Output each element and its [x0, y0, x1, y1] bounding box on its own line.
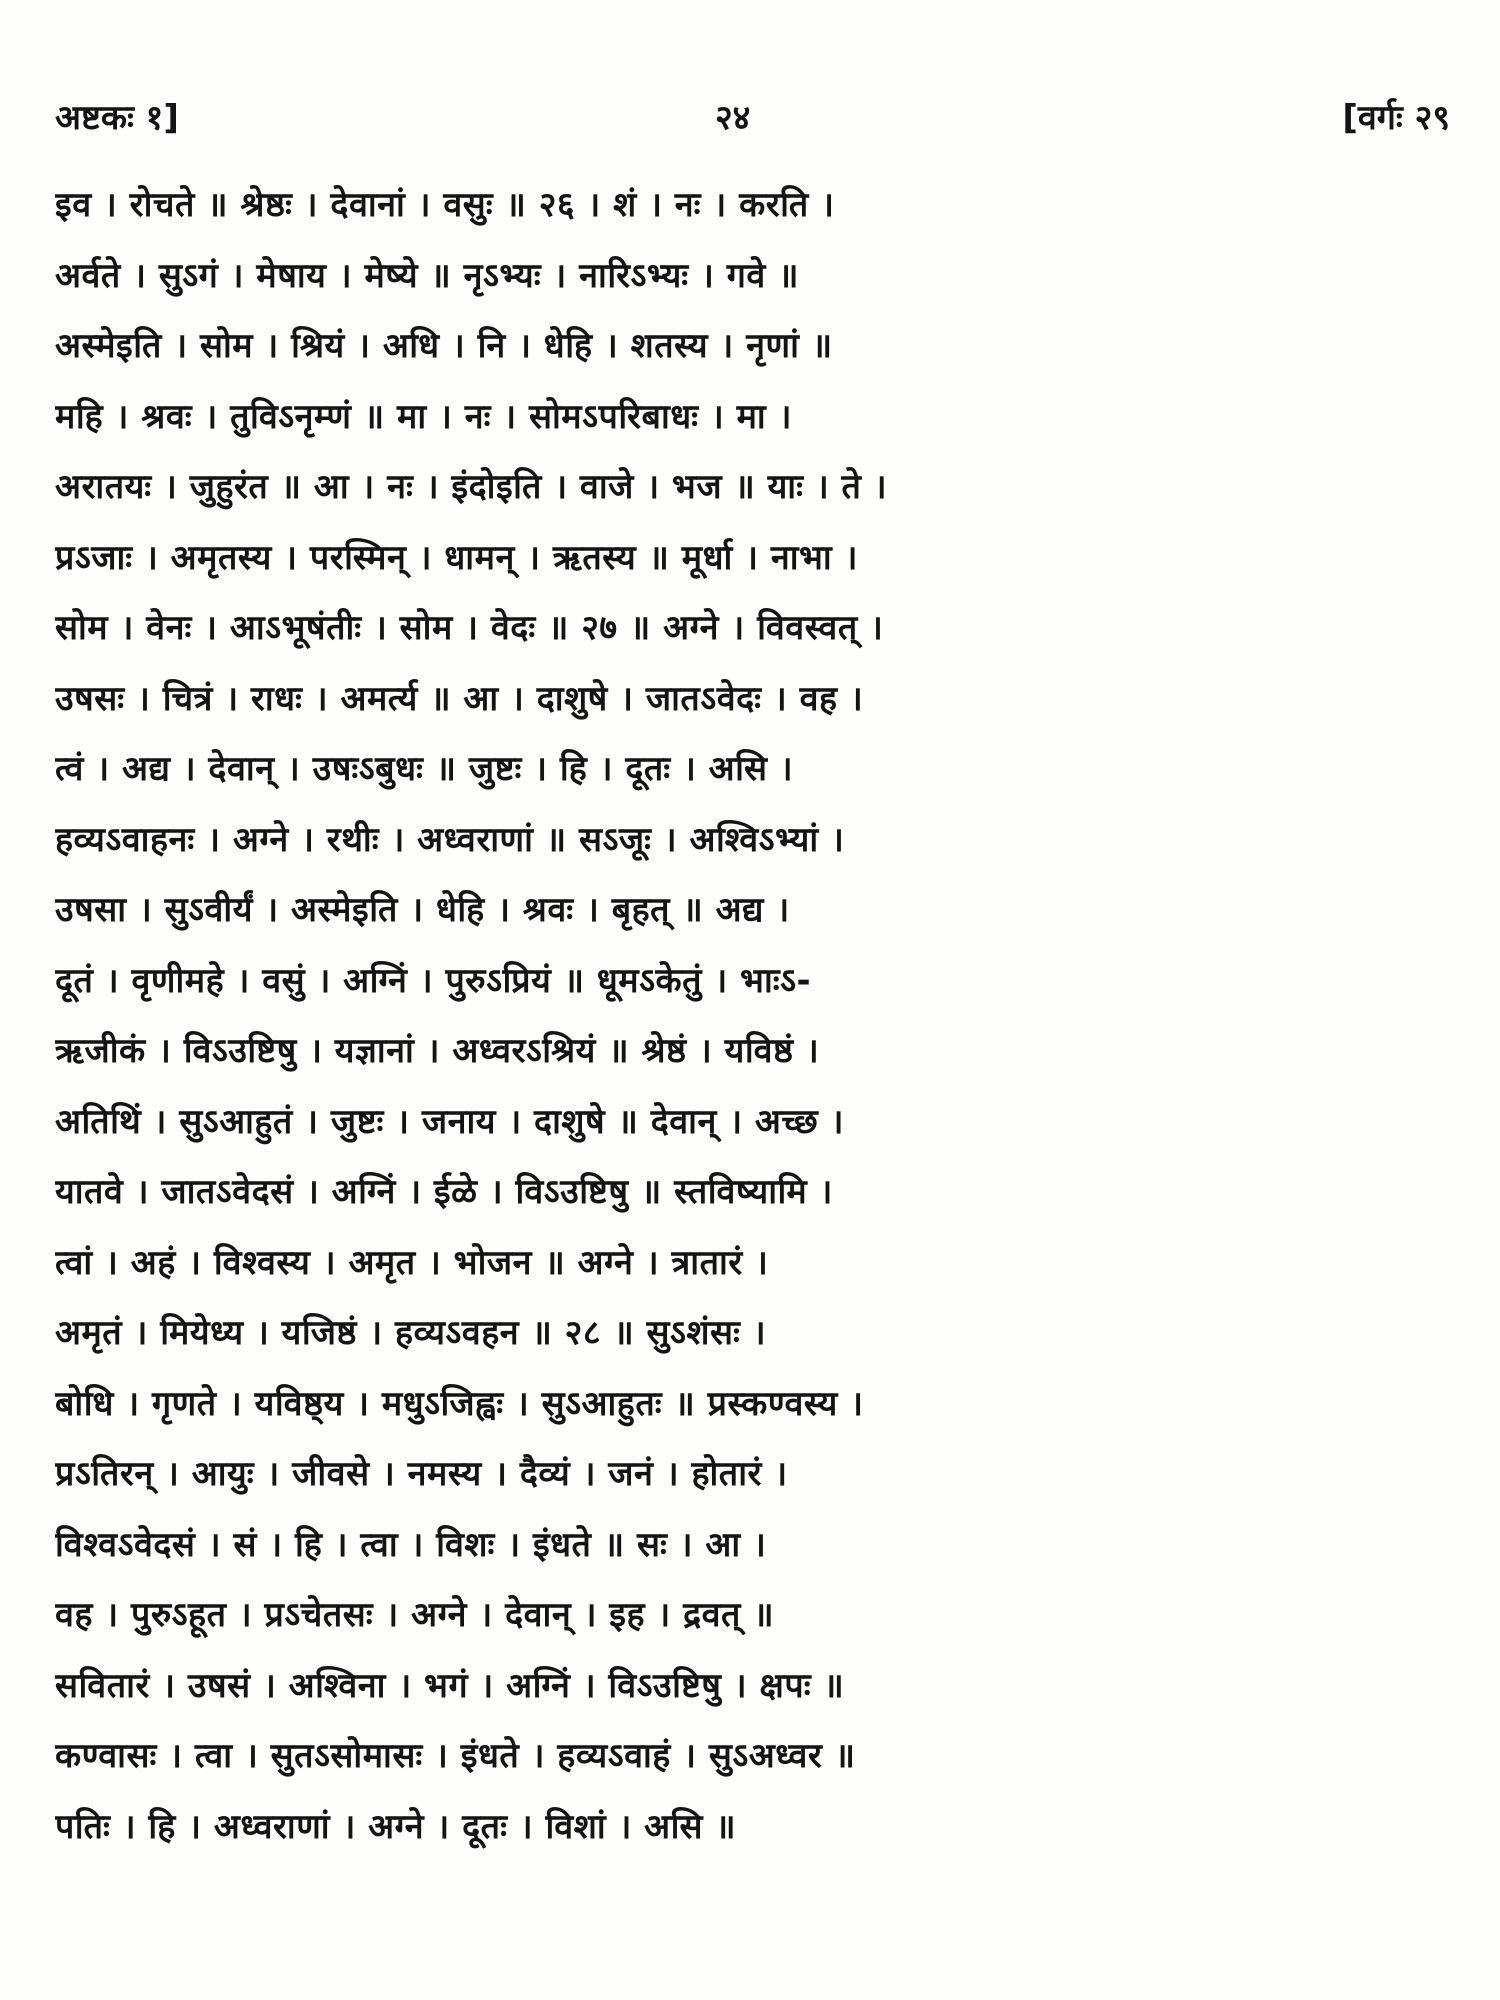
text-line: उषसः । चित्रं । राधः । अमर्त्य ॥ आ । दाशुषे । जातऽवेदः । वह ।: [55, 678, 864, 719]
text-line: अतिथिं । सुऽआहुतं । जुष्टः । जनाय । दाशुषे ॥ देवान् । अच्छ ।: [55, 1101, 844, 1142]
text-line: प्रऽतिरन् । आयुः । जीवसे । नमस्य । दैव्यं । जनं । होतारं ।: [55, 1454, 788, 1494]
text-line: प्रऽजाः । अमृतस्य । परस्मिन् । धामन् । ऋतस्य ॥ मूर्धा । नाभा ।: [55, 537, 858, 578]
page-header: [55, 88, 1450, 148]
text-line: इव । रोचते ॥ श्रेष्ठः । देवानां । वसुः ॥ २६ । शं । नः । करति ।: [55, 185, 835, 225]
header-section-label: अष्टकः १]: [55, 98, 179, 138]
text-line: अर्वते । सुऽगं । मेषाय । मेष्ये ॥ नृऽभ्यः । नारिऽभ्यः । गवे ॥: [55, 255, 799, 296]
text-line: कण्वासः । त्वा । सुतऽसोमासः । इंधते । हव्यऽवाहं । सुऽअध्वर ॥: [55, 1736, 856, 1776]
text-line: बोधि । गृणते । यविष्ठ्य । मधुऽजिह्वः । सुऽआहुतः ॥ प्रस्कण्वस्य ।: [55, 1383, 864, 1424]
text-line: अरातयः । जुहुरंत ॥ आ । नः । इंदोइति । वाजे । भज ॥ याः । ते ।: [55, 467, 888, 507]
text-line: पतिः । हि । अध्वराणां । अग्ने । दूतः । विशां । असि ॥: [55, 1806, 737, 1847]
text-line: महि । श्रवः । तुविऽनृम्णं ॥ मा । नः । सोमऽपरिबाधः । मा ।: [55, 396, 792, 437]
text-line: हव्यऽवाहनः । अग्ने । रथीः । अध्वराणां ॥ सऽजूः । अश्विऽभ्यां ।: [55, 819, 845, 860]
text-line: अस्मेइति । सोम । श्रियं । अधि । नि । धेहि । शतस्य । नृणां ॥: [55, 326, 833, 366]
page-number: २४: [715, 98, 751, 138]
text-line: ऋजीकं । विऽउष्टिषु । यज्ञानां । अध्वरऽश्रियं ॥ श्रेष्ठं । यविष्ठं ।: [55, 1031, 820, 1071]
text-line: त्वां । अहं । विश्वस्य । अमृत । भोजन ॥ अग्ने । त्रातारं ।: [55, 1242, 769, 1283]
text-line: त्वं । अद्य । देवान् । उषःऽबुधः ॥ जुष्टः । हि । दूतः । असि ।: [55, 749, 794, 789]
padapatha-text: [55, 170, 1455, 1862]
text-line: विश्वऽवेदसं । सं । हि । त्वा । विशः । इंधते ॥ सः । आ ।: [55, 1524, 767, 1565]
text-line: सवितारं । उषसं । अश्विना । भगं । अग्निं । विऽउष्टिषु । क्षपः ॥: [55, 1665, 845, 1706]
text-line: वह । पुरुऽहूत । प्रऽचेतसः । अग्ने । देवान् । इह । द्रवत् ॥: [55, 1595, 775, 1635]
text-line: अमृतं । मियेध्य । यजिष्ठं । हव्यऽवहन ॥ २८ ॥ सुऽशंसः ।: [55, 1313, 767, 1353]
header-varga-label: [वर्गः २९: [1342, 98, 1450, 138]
text-line: उषसा । सुऽवीर्यं । अस्मेइति । धेहि । श्रवः । बृहत् ॥ अद्य ।: [55, 890, 790, 930]
text-line: सोम । वेनः । आऽभूषंतीः । सोम । वेदः ॥ २७ ॥ अग्ने । विवस्वत् ।: [55, 608, 884, 648]
text-line: यातवे । जातऽवेदसं । अग्निं । ईळे । विऽउष्टिषु ॥ स्तविष्यामि ।: [55, 1172, 833, 1212]
text-line: दूतं । वृणीमहे । वसुं । अग्निं । पुरुऽप्रियं ॥ धूमऽकेतुं । भाःऽ-: [55, 960, 812, 1001]
